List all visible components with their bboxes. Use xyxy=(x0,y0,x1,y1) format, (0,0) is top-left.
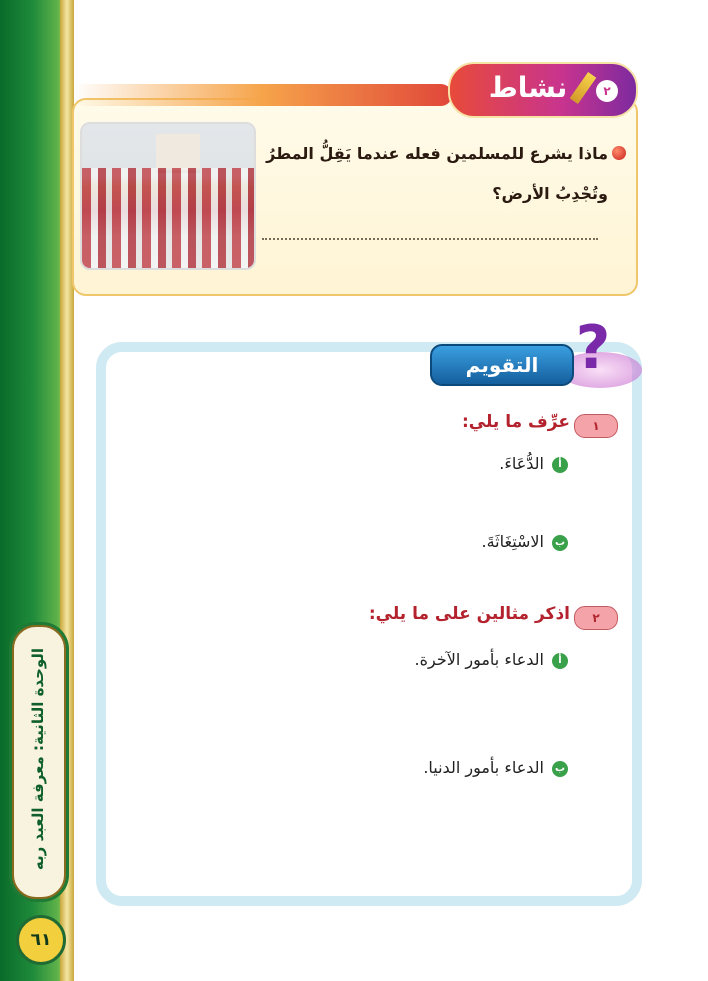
item-2a-marker: أ xyxy=(552,653,568,669)
item-1b-marker: ب xyxy=(552,535,568,551)
unit-title: الوحدة الثانية: معرفة العبد ربه xyxy=(29,647,47,871)
item-1b-text: الاسْتِغَاثَةَ. xyxy=(481,532,544,551)
item-2b-text: الدعاء بأمور الدنيا. xyxy=(423,758,544,777)
question-mark-icon: ? xyxy=(575,313,611,383)
activity-title: نشاط xyxy=(488,71,568,104)
crowd xyxy=(82,168,254,268)
question-2-tag: ٢ xyxy=(574,606,618,630)
crowd-photo xyxy=(80,122,256,270)
question-bullet-icon xyxy=(612,146,626,160)
item-2a-text: الدعاء بأمور الآخرة. xyxy=(414,650,544,669)
item-2b-marker: ب xyxy=(552,761,568,777)
activity-question: ماذا يشرع للمسلمين فعله عندما يَقِلُّ المطرُ وتُجْدِبُ الأرض؟ xyxy=(266,144,608,203)
activity-number: ٢ xyxy=(596,80,618,102)
question-1-heading: عرِّف ما يلي: xyxy=(461,412,570,432)
answer-line[interactable] xyxy=(262,238,598,240)
question-1-tag: ١ xyxy=(574,414,618,438)
item-1a-marker: أ xyxy=(552,457,568,473)
page-number: ٦١ xyxy=(16,915,66,965)
item-1a-text: الدُّعَاءَ. xyxy=(499,454,544,473)
evaluation-title: التقويم xyxy=(430,344,574,386)
question-2-heading: اذكر مثالين على ما يلي: xyxy=(368,604,570,624)
activity-ribbon xyxy=(72,84,452,106)
